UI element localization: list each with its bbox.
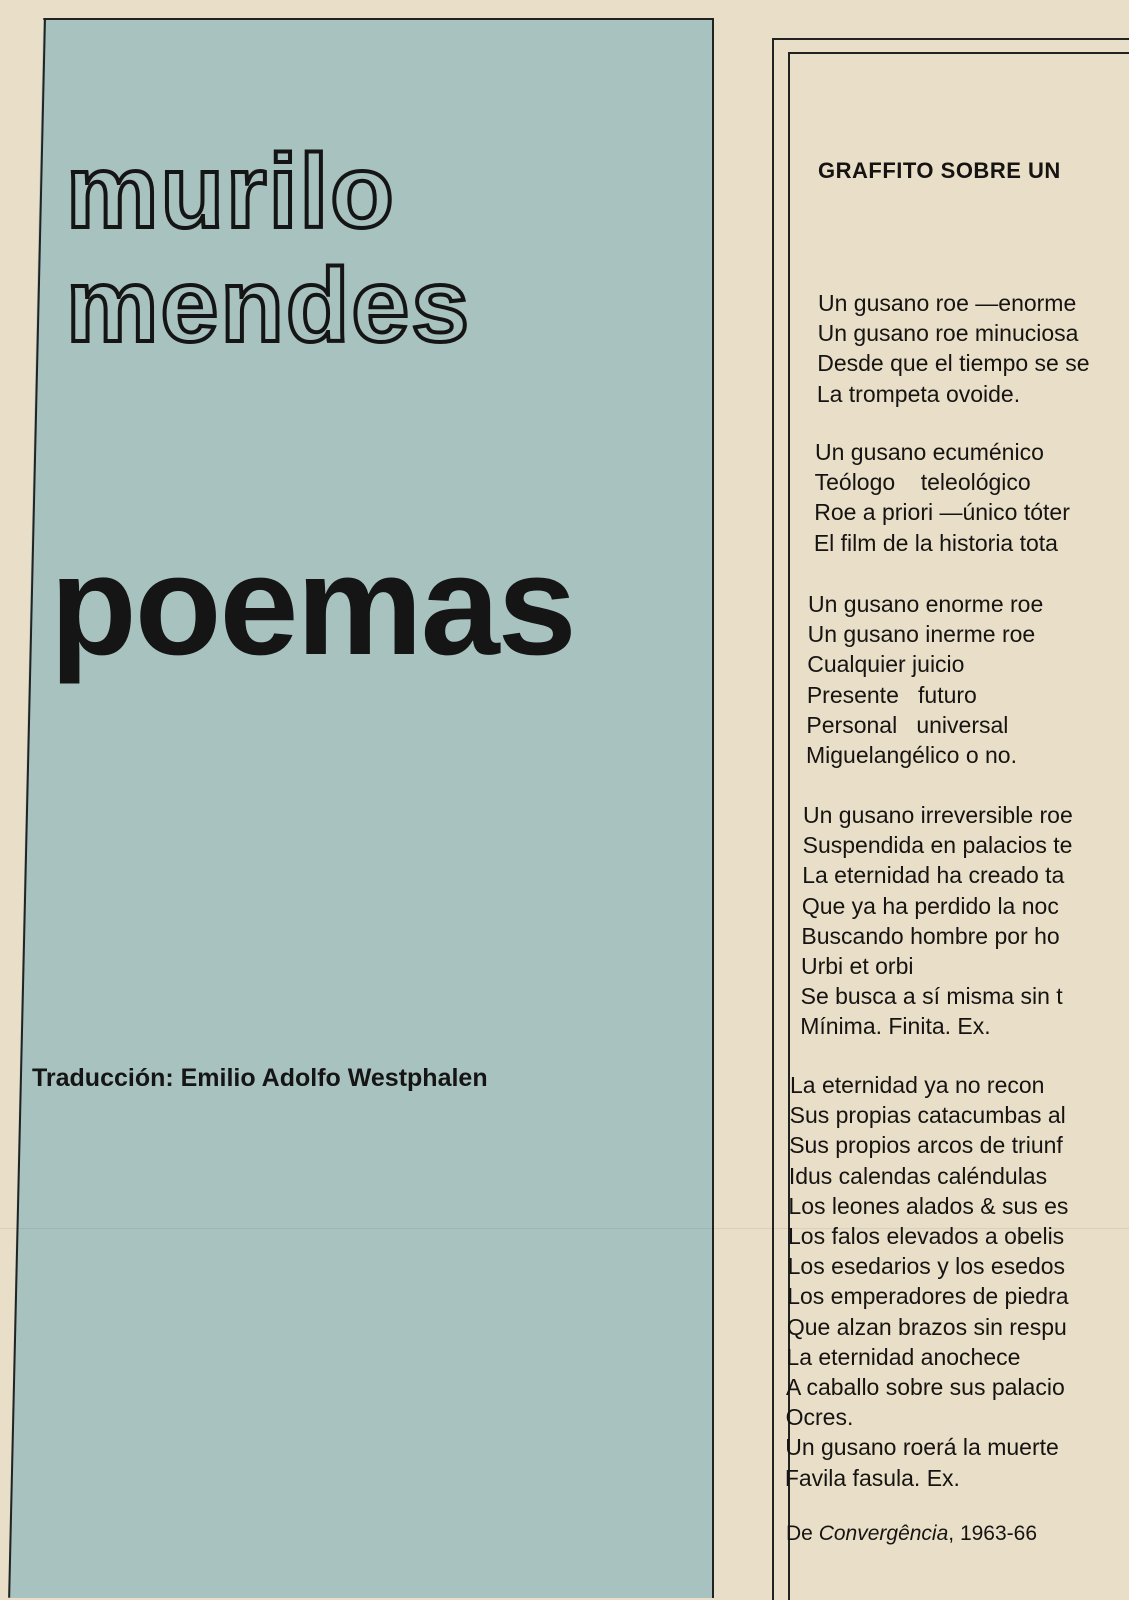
poem-line: A caballo sobre sus palacio bbox=[786, 1374, 1065, 1401]
poem-line: La eternidad ha creado ta bbox=[802, 862, 1065, 889]
poem-title: GRAFFITO SOBRE UN bbox=[818, 158, 1061, 183]
citation-year: , 1963-66 bbox=[948, 1522, 1038, 1545]
poem-line: Teólogo teleológico bbox=[814, 469, 1031, 496]
poem-line: Se busca a sí misma sin t bbox=[800, 983, 1063, 1010]
poem-line: Cualquier juicio bbox=[807, 651, 965, 678]
poem-line: Personal universal bbox=[806, 711, 1009, 738]
poem-line: Un gusano irreversible roe bbox=[803, 802, 1073, 828]
poem-line: La eternidad ya no recon bbox=[790, 1072, 1045, 1098]
poem-line: Que alzan brazos sin respu bbox=[786, 1313, 1067, 1340]
poem-line: Buscando hombre por ho bbox=[801, 922, 1060, 949]
stanza bbox=[815, 437, 1070, 558]
poem-line: Sus propias catacumbas al bbox=[789, 1102, 1066, 1129]
poem-line: La eternidad anochece bbox=[786, 1343, 1021, 1370]
poem-line: Favila fasula. Ex. bbox=[784, 1464, 960, 1491]
citation-prefix: De bbox=[786, 1522, 819, 1545]
poem-line: Urbi et orbi bbox=[801, 953, 914, 980]
poem-line: Roe a priori —único tóter bbox=[814, 499, 1070, 526]
poem-line: Los emperadores de piedra bbox=[787, 1283, 1069, 1310]
poem-line: Los falos elevados a obelis bbox=[788, 1223, 1065, 1250]
poem-line: El film de la historia tota bbox=[813, 529, 1058, 556]
poem-line: Miguelangélico o no. bbox=[806, 742, 1017, 769]
author-last-name: mendes bbox=[66, 248, 472, 364]
poem-line: Los esedarios y los esedos bbox=[787, 1253, 1066, 1280]
poem-line: Un gusano roe —enorme bbox=[818, 290, 1077, 316]
translator-credit: Traducción: Emilio Adolfo Westphalen bbox=[32, 1064, 488, 1092]
poem-line: Los leones alados & sus es bbox=[788, 1192, 1069, 1219]
stanza bbox=[818, 288, 1090, 409]
poem-line: Sus propios arcos de triunf bbox=[789, 1132, 1063, 1159]
scan-fold-line bbox=[0, 1228, 1129, 1229]
poem-line: Un gusano ecuménico bbox=[815, 439, 1044, 465]
poem-line: Suspendida en palacios te bbox=[802, 832, 1073, 859]
stanza bbox=[808, 589, 1043, 770]
poem-line: Un gusano roe minuciosa bbox=[817, 320, 1079, 347]
poem-line: Mínima. Finita. Ex. bbox=[800, 1013, 991, 1040]
stanza bbox=[800, 800, 1073, 1042]
poem-line: Ocres. bbox=[785, 1404, 854, 1431]
poem-line: Un gusano enorme roe bbox=[808, 591, 1044, 617]
poem-line: La trompeta ovoide. bbox=[816, 380, 1021, 407]
poem-line: Un gusano inerme roe bbox=[807, 621, 1036, 648]
citation-work: Convergência bbox=[818, 1522, 949, 1545]
poem-line: Que ya ha perdido la noc bbox=[801, 892, 1059, 919]
poem-line: Desde que el tiempo se se bbox=[817, 350, 1090, 377]
poem-line: Idus calendas caléndulas bbox=[788, 1162, 1048, 1189]
poem-line: Presente futuro bbox=[806, 681, 977, 708]
poem-line: Un gusano roerá la muerte bbox=[785, 1434, 1059, 1461]
poem-citation bbox=[786, 1522, 1037, 1546]
author-first-name: murilo bbox=[66, 134, 396, 250]
book-title: poemas bbox=[50, 526, 575, 685]
stanza bbox=[784, 1070, 1069, 1493]
